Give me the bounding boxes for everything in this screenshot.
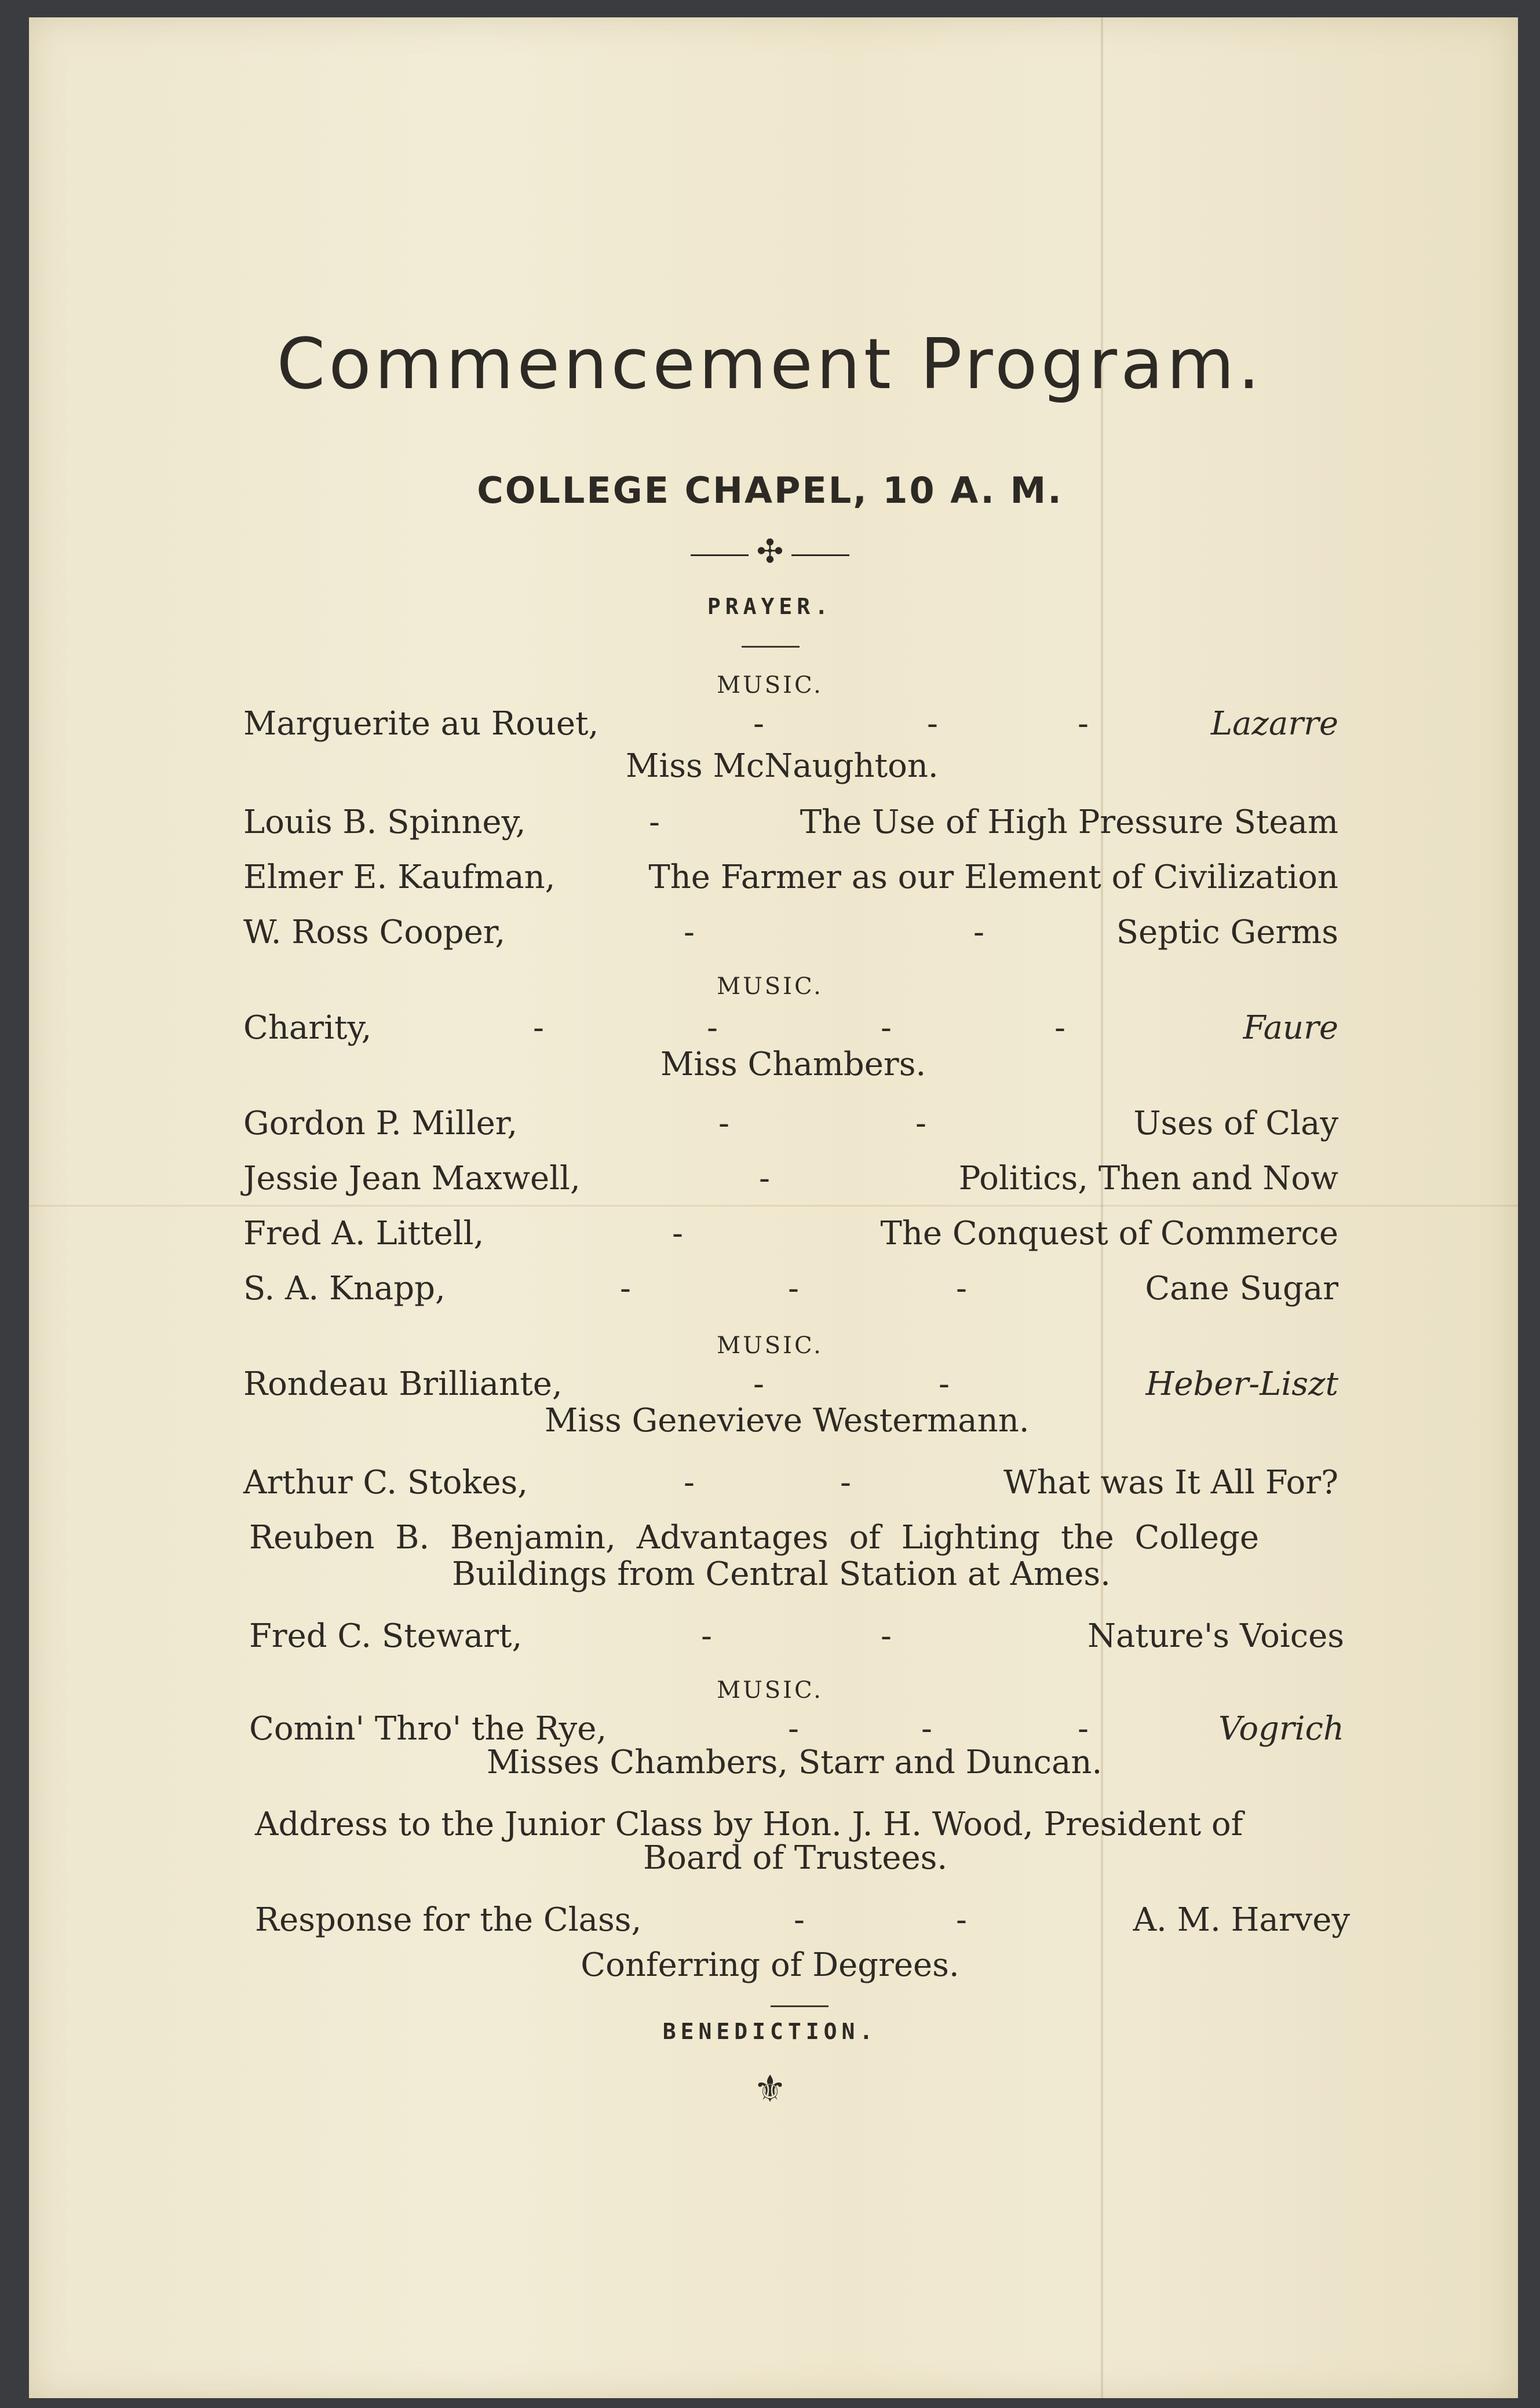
program-item: Response for the Class, - - A. M. Harvey — [255, 1901, 1350, 1939]
program-item: Comin' Thro' the Rye, - - - Vogrich — [249, 1710, 1344, 1748]
program-item: Marguerite au Rouet, - - - Lazarre — [243, 705, 1338, 743]
performer: Miss Genevieve Westermann. — [545, 1402, 1030, 1439]
music-label: MUSIC. — [717, 1677, 823, 1704]
paper-fold-horizontal — [29, 1205, 1518, 1207]
fleuron-icon: ⚜ — [753, 2068, 787, 2111]
performer: Miss McNaughton. — [626, 747, 939, 785]
music-label: MUSIC. — [717, 672, 823, 699]
program-item: Arthur C. Stokes, - - What was It All For? — [243, 1464, 1338, 1501]
program-item: W. Ross Cooper, - - Septic Germs — [243, 913, 1338, 951]
program-item: Address to the Junior Class by Hon. J. H. Wood, President of — [255, 1806, 1243, 1843]
program-item: Reuben B. Benjamin, Advantages of Lighting the College — [249, 1519, 1259, 1556]
performer: Miss Chambers. — [660, 1046, 926, 1083]
location-heading: COLLEGE CHAPEL, 10 A. M. — [477, 469, 1063, 511]
program-item: Rondeau Brilliante, - - Heber-Liszt — [243, 1365, 1338, 1403]
item-continuation: Board of Trustees. — [643, 1839, 948, 1877]
conferring-degrees: Conferring of Degrees. — [581, 1946, 959, 1984]
prayer-heading: PRAYER. — [707, 594, 833, 619]
ornament — [0, 533, 1540, 571]
program-item: Fred C. Stewart, - - Nature's Voices — [249, 1617, 1344, 1655]
music-label: MUSIC. — [717, 973, 823, 1000]
music-label: MUSIC. — [717, 1332, 823, 1359]
benediction-heading: BENEDICTION. — [662, 2019, 878, 2044]
program-item: Jessie Jean Maxwell, - Politics, Then and Now — [243, 1160, 1338, 1197]
fleuron-icon: ✣ — [756, 533, 784, 571]
program-item: Louis B. Spinney, - The Use of High Pressure Steam — [243, 803, 1338, 841]
performer: Misses Chambers, Starr and Duncan. — [487, 1744, 1103, 1781]
program-item: Gordon P. Miller, - - Uses of Clay — [243, 1105, 1338, 1142]
program-item: Fred A. Littell, - The Conquest of Commerce — [243, 1215, 1338, 1252]
program-item: Elmer E. Kaufman, The Farmer as our Element of Civilization — [243, 858, 1338, 896]
divider — [742, 646, 800, 648]
program-title: Commencement Program. — [276, 324, 1264, 405]
program-item: Charity, - - - - Faure — [243, 1009, 1338, 1047]
divider — [771, 2005, 829, 2007]
item-continuation: Buildings from Central Station at Ames. — [452, 1555, 1111, 1593]
program-item: S. A. Knapp, - - - Cane Sugar — [243, 1270, 1338, 1307]
